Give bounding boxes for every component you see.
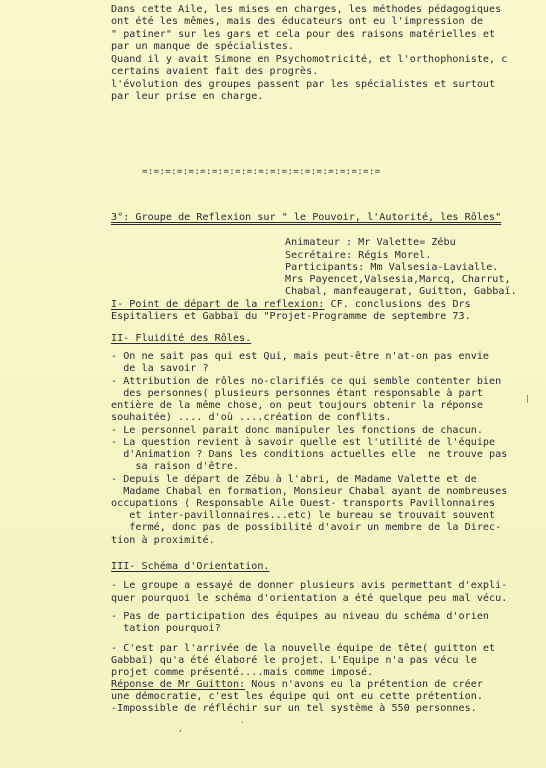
text-line: Dans cette Aile, les mises en charges, les méthodes pédagogiques — [111, 4, 502, 15]
text-line: - Depuis le départ de Zébu à l'abri, de Madame Valette et de — [111, 474, 477, 485]
text-line: une démocratie, c'est les équipe qui ont eu cette prétention. — [111, 691, 483, 702]
text-line: - Pas de participation des équipes au niveau du schéma d'orien — [111, 611, 490, 622]
part-two-heading: II- Fluidité des Rôles. — [111, 333, 252, 344]
text-line: Gabbaï) qu'a été élaboré le projet. L'Equipe n'a pas vécu le — [111, 655, 477, 666]
part-one-text: CF. conclusions des Drs — [324, 299, 471, 310]
text-line: occupations ( Responsable Aile Ouest- transports Pavillonnaires — [111, 498, 496, 509]
text-line: fermé, donc pas de possibilité d'avoir un membre de la Direc- — [111, 522, 502, 533]
text-line: certains avaient fait des progrès. — [111, 66, 319, 77]
text-line: tation pourquoi? — [111, 623, 221, 634]
staff-line: Participants: Mm Valsesia-Lavialle. — [285, 262, 499, 273]
scan-speck: . — [240, 716, 245, 725]
text-line: - Attribution de rôles no-clarifiés ce qui semble contenter bien — [111, 376, 502, 387]
text-line: d'Animation ? Dans les conditions actuelles elle ne trouve pas — [111, 449, 508, 460]
text-line: Madame Chabal en formation, Monsieur Chabal ayant de nombreuses — [111, 486, 508, 497]
staff-line: Mrs Payencet,Valsesia,Marcq, Charrut, — [285, 274, 511, 285]
text-line: de la savoir ? — [111, 363, 209, 374]
text-line: sa raison d'être. — [111, 461, 240, 472]
part-one-cont: Espitaliers et Gabbaï du "Projet-Programme de septembre 73. — [111, 311, 471, 322]
text-line: souhaitée) .... d'où ....création de conflits. — [111, 412, 392, 423]
reply-line — [111, 679, 483, 691]
text-line: l'évolution des groupes passent par les spécialistes et surtout — [111, 79, 496, 90]
text-line: - La question revient à savoir quelle est l'utilité de l'équipe — [111, 437, 496, 448]
part-one-label: I- Point de départ de la reflexion: — [111, 299, 325, 310]
text-line: et inter-pavillonnaires...etc) le bureau se trouvait souvent — [111, 510, 496, 521]
part-three-heading: III- Schéma d'Orientation. — [111, 561, 270, 572]
scan-speck: , — [178, 724, 183, 733]
section-heading: 3°: Groupe de Reflexion sur " le Pouvoir, l'Autorité, les Rôles" — [111, 212, 502, 223]
text-line: Quand il y avait Simone en Psychomotricité, et l'orthophoniste, c — [111, 54, 508, 65]
text-line: des personnes( plusieurs personnes étant responsable à part — [111, 388, 483, 399]
reply-text: Nous n'avons eu la prétention de créer — [245, 679, 483, 690]
reply-label: Réponse de Mr Guitton: — [111, 679, 246, 690]
text-line: projet comme présenté....mais comme imposé. — [111, 667, 374, 678]
text-line: tion à proximité. — [111, 535, 215, 546]
text-line: " patiner" sur les gars et cela pour des raisons matérielles et — [111, 29, 496, 40]
staff-line: Chabal, manfeaugerat, Guitton, Gabbaï. — [285, 286, 517, 297]
text-line: - On ne sait pas qui est Qui, mais peut-être n'at-on pas envie — [111, 351, 490, 362]
staff-line: Animateur : Mr Valette= Zébu — [285, 237, 456, 248]
text-line: - C'est par l'arrivée de la nouvelle équipe de tête( guitton et — [111, 643, 496, 654]
staff-line: Secrétaire: Régis Morel. — [285, 250, 432, 261]
section-separator: =:=:=:=:=:=:=:=:=:=:=:=:=:=:=:=:=:=:=:=:= — [142, 167, 381, 177]
text-line: ont été les mêmes, mais des éducateurs ont eu l'impression de — [111, 16, 483, 27]
text-line: par un manque de spécialistes. — [111, 41, 294, 52]
text-line: - Le personnel parait donc manipuler les fonctions de chacun. — [111, 425, 483, 436]
part-one-line — [111, 299, 471, 311]
text-line: quer pourquoi le schéma d'orientation a été quelque peu mal vécu. — [111, 593, 508, 604]
text-line: -Impossible de réfléchir sur un tel système à 550 personnes. — [111, 703, 477, 714]
text-line: par leur prise en charge. — [111, 91, 264, 102]
text-line: entière de la même chose, on peut toujours obtenir la réponse — [111, 400, 483, 411]
text-line: - Le groupe a essayé de donner plusieurs avis permettant d'expli- — [111, 580, 508, 591]
scan-speck: | — [525, 394, 530, 403]
